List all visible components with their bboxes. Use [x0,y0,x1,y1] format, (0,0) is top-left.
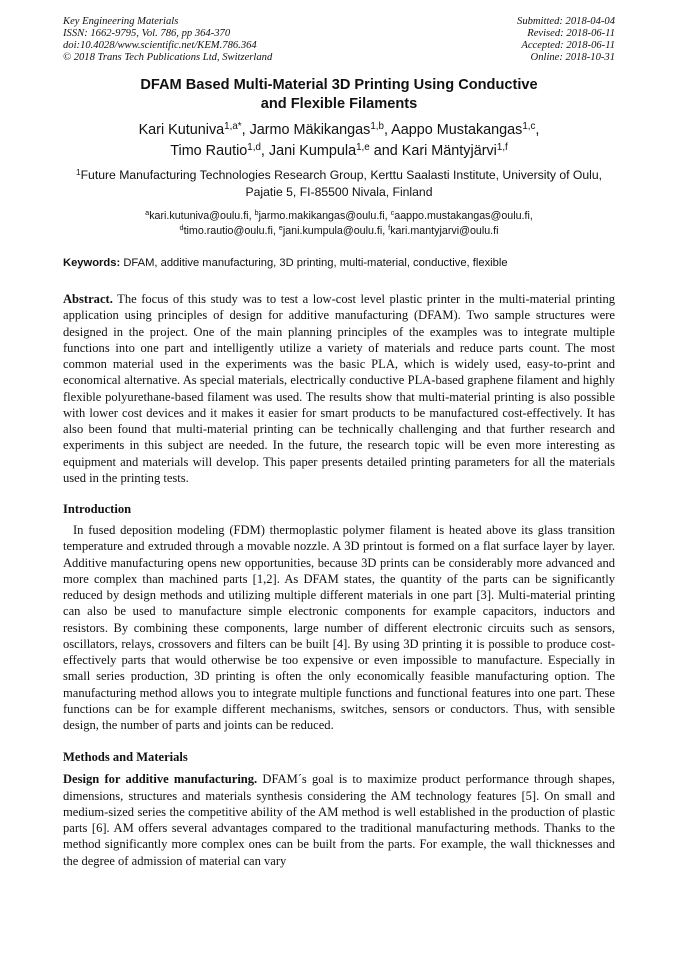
methods-paragraph [63,771,615,869]
journal-copyright: © 2018 Trans Tech Publications Ltd, Switzerland [63,52,273,63]
author-separator: , [241,122,250,138]
author-name: Jani Kumpula [268,142,357,159]
journal-info [63,16,272,64]
email-link[interactable]: kari.mantyjarvi@oulu.fi [390,224,499,237]
email-separator: , [272,224,279,237]
affiliation-text: Future Manufacturing Technologies Research Group, Kerttu Saalasti Institute, University of Oulu, [80,168,602,182]
author-name: Timo Rautio [170,142,248,159]
email-mark: d [179,222,184,232]
email-mark: c [390,208,395,218]
journal-issn: ISSN: 1662-9795, Vol. 786, pp 364-370 [63,28,231,39]
date-submitted: Submitted: 2018-04-04 [517,16,615,27]
email-link[interactable]: aappo.mustakangas@oulu.fi [394,210,530,222]
email-link[interactable]: jarmo.makikangas@oulu.fi [258,210,385,222]
affiliation-line-2: Pajatie 5, FI-85500 Nivala, Finland [245,184,433,199]
author-affil-mark: 1,e [356,141,370,153]
author-name: Aappo Mustakangas [391,122,523,138]
keywords [63,256,615,271]
email-mark: e [278,222,283,232]
journal-doi: doi:10.4028/www.scientific.net/KEM.786.364 [63,40,257,51]
email-line-1 [63,209,615,224]
date-online: Online: 2018-10-31 [530,52,615,63]
paper-title [63,76,615,114]
author-separator: , [260,142,269,159]
author-line-1 [63,120,615,141]
author-name: Jarmo Mäkikangas [249,122,371,138]
email-mark: f [388,222,391,232]
email-separator: , [529,210,533,222]
keywords-label: Keywords: [63,257,121,269]
author-affil-mark: 1,d [247,141,261,153]
author-name: Kari Kutuniva [138,122,225,138]
date-revised: Revised: 2018-06-11 [527,28,615,39]
paper-title-line-2: and Flexible Filaments [260,96,418,112]
keywords-text: DFAM, additive manufacturing, 3D printing, multi-material, conductive, flexible [123,257,508,269]
email-separator: , [382,224,389,237]
paper-dates [517,16,615,64]
paper-title-line-1: DFAM Based Multi-Material 3D Printing Using Conductive [140,77,538,93]
affiliation-mark: 1 [76,166,81,177]
email-link[interactable]: kari.kutuniva@oulu.fi [149,210,249,222]
journal-name: Key Engineering Materials [63,16,179,27]
affiliation-line-1 [63,167,615,184]
author-affil-mark: 1,f [496,141,508,153]
author-separator: , [383,122,392,138]
author-affil-mark: 1,b [370,121,384,133]
author-emails [63,209,615,238]
author-affil-mark: 1,c [522,121,536,133]
email-mark: a [145,208,150,218]
email-separator: , [248,210,255,222]
author-affil-mark: 1,a* [224,121,242,133]
journal-header [63,16,615,64]
abstract [63,291,615,486]
email-line-2 [63,224,615,239]
section-title-introduction: Introduction [63,502,132,516]
email-mark: b [254,208,259,218]
author-name: Kari Mäntyjärvi [401,142,497,159]
author-line-2 [63,141,615,162]
email-link[interactable]: timo.rautio@oulu.fi [183,224,273,237]
email-link[interactable]: jani.kumpula@oulu.fi [282,224,383,237]
section-title-methods: Methods and Materials [63,750,188,765]
author-separator: and [369,142,402,159]
date-accepted: Accepted: 2018-06-11 [521,40,615,51]
abstract-label: Abstract. [63,292,113,306]
affiliation [63,167,615,200]
methods-subheading: Design for additive manufacturing. [63,772,258,787]
email-separator: , [384,210,391,222]
author-separator: , [535,122,540,138]
methods-text: DFAM´s goal is to maximize product performance through shapes, dimensions, structures and materials synthesis considering the AM technology features [5]. On small and medium-sized series the competitive ability of the AM method is well established in the production of plastic parts [6]. AM offers several advantages compared to the traditional manufacturing methods. Thanks to the method significantly more complex ones can be built from the parts. For example, the wall thicknesses and the degree of admission of material can vary [63,772,616,868]
introduction-paragraph: In fused deposition modeling (FDM) thermoplastic polymer filament is heated above its glass transition temperature and extruded through a movable nozzle. A 3D printout is formed on a flat surface layer by layer. Additive manufacturing opens new opportunities, because 3D prints can be considerably more advanced and more complex than machined parts [1,2]. As DFAM states, the quantity of the parts can be significantly reduced by design methods and utilizing multiple different materials in one part [3]. Multi-material printing can also be used to manufacture simple electronic components for example capacitors, inductors and resistors. By combining these components, large number of different electronic circuits such as sensors, oscillators, relays, crossovers and filters can be built [4]. By using 3D printing it is possible to produce cost-effectively parts that would otherwise be too expensive or even impossible to manufacture. Especially in small series production, 3D printing is often the only economically feasible manufacturing option. The manufacturing method allows you to integrate multiple functions and functional features into one part. These functions can be for example different mechanisms, switches, sensors or conductors. Thus, with sensible design, the number of parts and joints can be reduced. [63,523,615,732]
abstract-text: The focus of this study was to test a low-cost level plastic printer in the multi-material printing application using principles of design for additive manufacturing (DFAM). Two sample structures were designed in the project. One of the main planning principles of the examples was to integrate multiple functions into one part and intelligently utilize a variety of materials and reduce parts count. The most common material used in the experiments was the basic PLA, which is widely used, easy-to-print and economical alternative. As special materials, electrically conductive PLA-based graphene filament and highly flexible polyurethane-based filament was used. The results show that multi-material printing is also possible with lower cost devices and it makes it easier for smart products to be manufactured cost-effectively. It has also been found that multi-material printing can be technically challenging and that further research and experiments in this subject are needed. In the future, the research topic will be even more interesting as equipment and materials will develop. This paper presents detailed printing parameters for all the materials used in the printing tests. [63,292,615,485]
author-list [63,120,615,161]
